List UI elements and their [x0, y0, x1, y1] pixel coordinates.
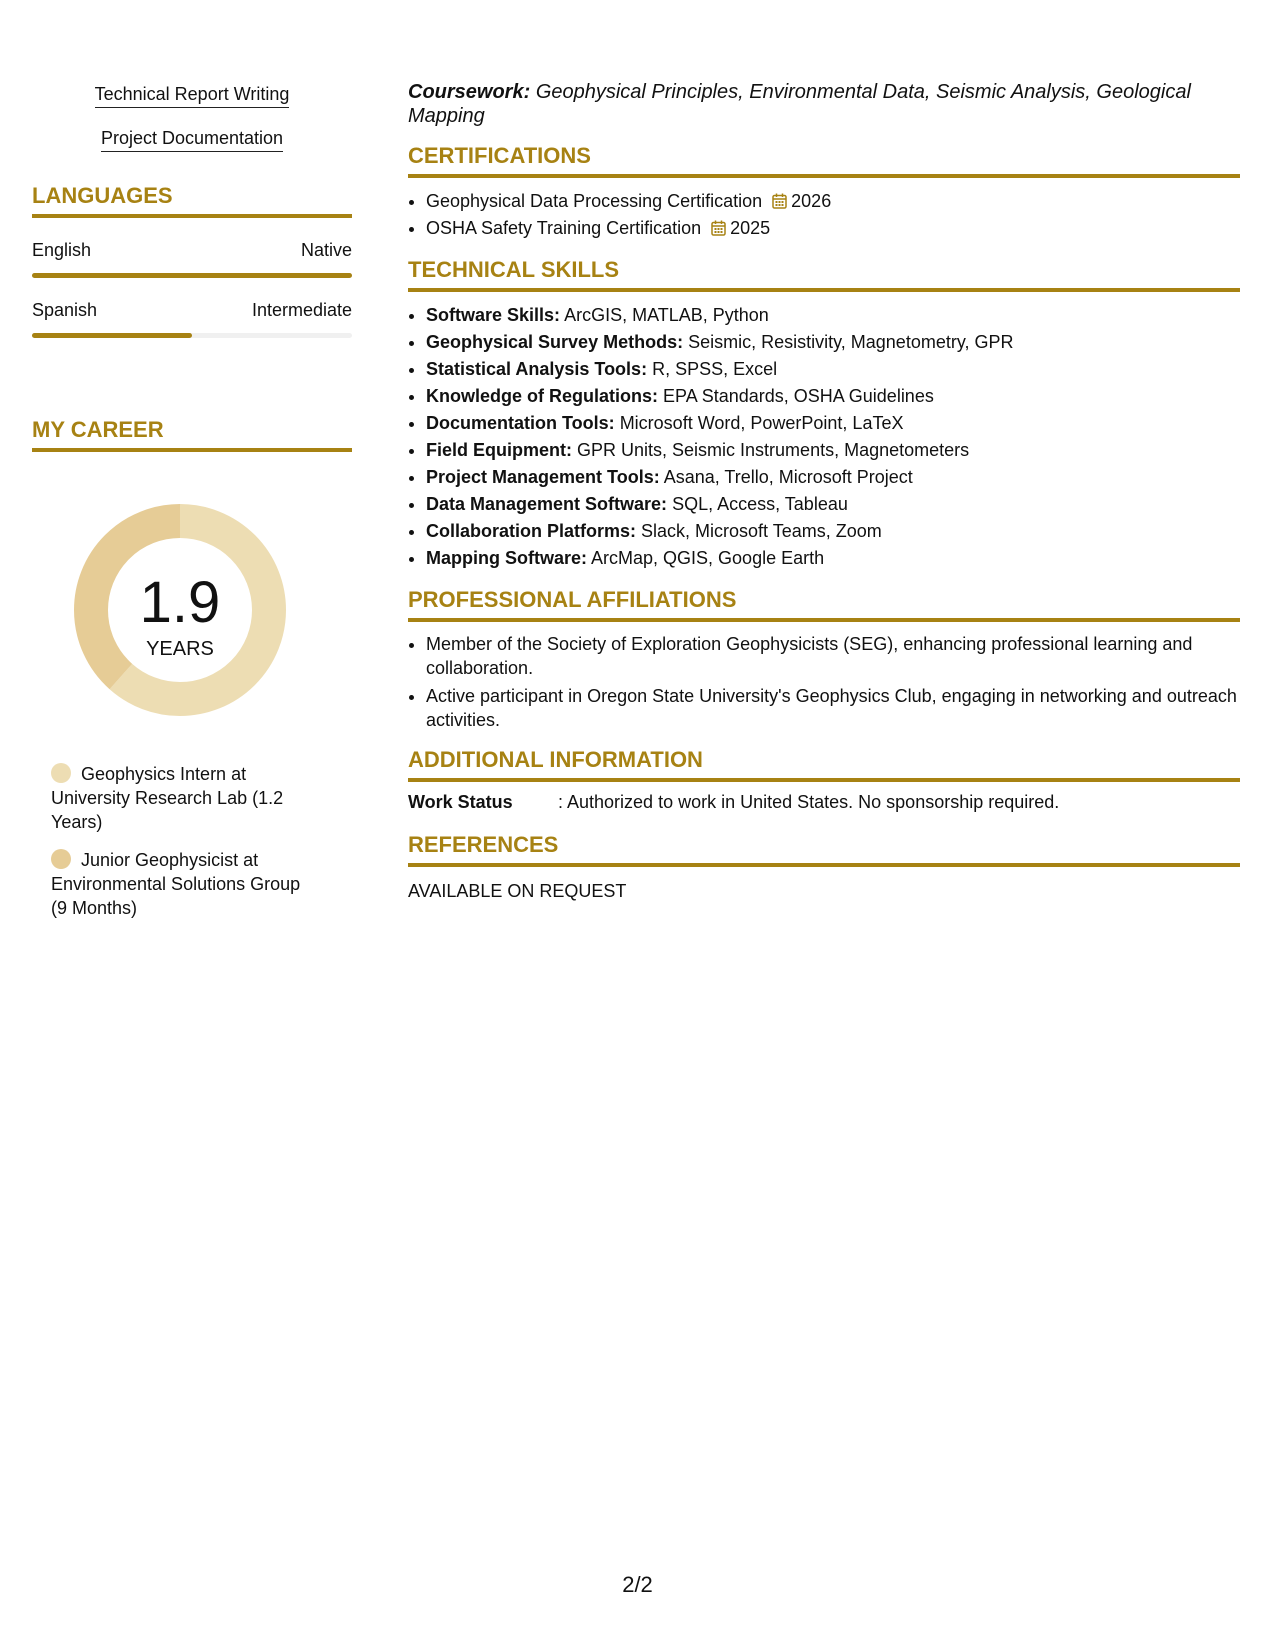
skill-label: Statistical Analysis Tools: [426, 359, 648, 379]
skill-item [426, 518, 1240, 545]
skill-value: Microsoft Word, PowerPoint, LaTeX [619, 413, 904, 433]
coursework [408, 80, 1240, 128]
skill-label: Documentation Tools: [426, 413, 615, 433]
skill-value: ArcMap, QGIS, Google Earth [591, 548, 825, 568]
language-name: English [32, 240, 92, 260]
technical-skills-list [408, 302, 1240, 572]
skill-label: Mapping Software: [426, 548, 587, 568]
technical-skills-heading: TECHNICAL SKILLS [408, 256, 1240, 292]
references-heading: REFERENCES [408, 831, 1240, 867]
affiliations-heading: PROFESSIONAL AFFILIATIONS [408, 586, 1240, 622]
affiliation-item: • Active participant in Oregon State University's Geophysics Club, engaging in networking and outreach activities. [426, 684, 1240, 732]
career-legend-item [51, 848, 321, 920]
references-text: AVAILABLE ON REQUEST [408, 881, 627, 901]
language-name: Spanish [32, 300, 98, 320]
work-status-label: Work Status [408, 792, 513, 812]
certification-name: OSHA Safety Training Certification [426, 218, 702, 238]
skill-label: Geophysical Survey Methods: [426, 332, 684, 352]
legend-dot-icon [51, 849, 71, 869]
skill-value: Seismic, Resistivity, Magnetometry, GPR [688, 332, 1014, 352]
certification-year: 2026 [791, 191, 832, 211]
work-status-value: : Authorized to work in United States. No sponsorship required. [558, 792, 1060, 812]
coursework-text: Geophysical Principles, Environmental Data, Seismic Analysis, Geological Mapping [408, 81, 1191, 127]
certification-item [426, 188, 1240, 215]
skill-item [426, 410, 1240, 437]
skill-tag: Technical Report Writing [95, 82, 290, 108]
skill-value: SQL, Access, Tableau [672, 494, 848, 514]
language-item [32, 300, 352, 338]
skill-item [426, 383, 1240, 410]
skill-label: Knowledge of Regulations: [426, 386, 658, 406]
skill-item [426, 329, 1240, 356]
skill-item [426, 545, 1240, 572]
skill-item [426, 464, 1240, 491]
calendar-icon [711, 220, 726, 236]
left-column [32, 82, 352, 934]
languages-heading: LANGUAGES [32, 182, 352, 218]
coursework-label: Coursework: [408, 81, 531, 103]
skill-label: Field Equipment: [426, 440, 572, 460]
right-column [408, 80, 1240, 902]
career-job-label: Junior Geophysicist at Environmental Solutions Group (9 Months) [51, 850, 301, 918]
skill-value: ArcGIS, MATLAB, Python [564, 305, 769, 325]
certification-item [426, 215, 1240, 242]
career-total-years: 1.9 [139, 570, 221, 635]
language-level-fill [32, 333, 192, 338]
language-level-bar [32, 333, 352, 338]
skill-item [426, 302, 1240, 329]
skill-label: Collaboration Platforms: [426, 521, 637, 541]
language-level: Native [300, 240, 352, 260]
career-legend-item [51, 762, 321, 834]
skill-item [426, 437, 1240, 464]
skill-label: Data Management Software: [426, 494, 668, 514]
language-level-bar [32, 273, 352, 278]
career-heading: MY CAREER [32, 416, 352, 452]
certifications-list [408, 188, 1240, 242]
skill-tag: Project Documentation [101, 126, 283, 152]
skill-value: R, SPSS, Excel [652, 359, 778, 379]
career-legend [51, 762, 321, 920]
skill-value: GPR Units, Seismic Instruments, Magnetometers [577, 440, 970, 460]
skill-value: EPA Standards, OSHA Guidelines [663, 386, 934, 406]
skill-value: Slack, Microsoft Teams, Zoom [641, 521, 882, 541]
skill-item [426, 491, 1240, 518]
certification-year: 2025 [730, 218, 771, 238]
language-level: Intermediate [251, 300, 352, 320]
certifications-heading: CERTIFICATIONS [408, 142, 1240, 178]
skill-item [426, 356, 1240, 383]
affiliation-item: • Member of the Society of Exploration Geophysicists (SEG), enhancing professional learning and collaboration. [426, 632, 1240, 680]
work-status-row [408, 792, 1240, 813]
career-total-unit: YEARS [146, 638, 214, 660]
certification-name: Geophysical Data Processing Certification [426, 191, 763, 211]
page-number: 2/2 [622, 1572, 653, 1597]
additional-info-heading: ADDITIONAL INFORMATION [408, 746, 1240, 782]
calendar-icon [772, 193, 787, 209]
language-level-fill [32, 273, 352, 278]
legend-dot-icon [51, 763, 71, 783]
skill-label: Software Skills: [426, 305, 561, 325]
skill-value: Asana, Trello, Microsoft Project [663, 467, 913, 487]
skill-label: Project Management Tools: [426, 467, 660, 487]
affiliations-list [408, 632, 1240, 732]
language-item [32, 240, 352, 278]
career-donut-chart [66, 496, 294, 724]
career-job-label: Geophysics Intern at University Research Lab (1.2 Years) [51, 764, 284, 832]
